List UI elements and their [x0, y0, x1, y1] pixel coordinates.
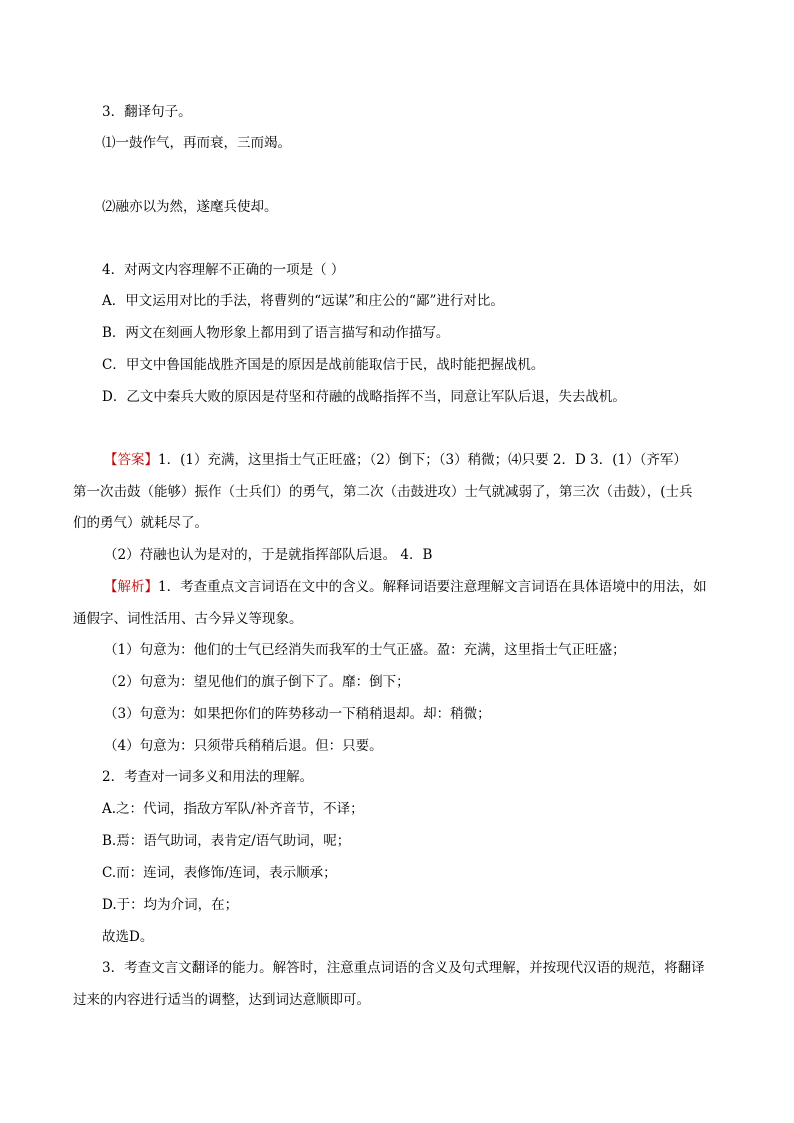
analysis-item-2: （2）句意为：望见他们的旗子倒下了。靡：倒下；	[104, 674, 410, 690]
analysis-q2-title: 2．考查对一词多义和用法的理解。	[102, 769, 314, 785]
analysis-q2-option-d: D.于：均为介词，在；	[102, 897, 239, 913]
analysis-q2-option-b: B.焉：语气助词，表肯定/语气助词，呢；	[102, 833, 351, 849]
question-4-option-d: D．乙文中秦兵大败的原因是苻坚和苻融的战略指挥不当，同意让军队后退，失去战机。	[102, 389, 626, 405]
analysis-q2-option-a: A.之：代词，指敌方军队/补齐音节，不译；	[102, 801, 364, 817]
question-3-title: 3．翻译句子。	[102, 104, 192, 120]
question-3-sentence-1: ⑴一鼓作气，再而衰，三而竭。	[102, 135, 291, 151]
question-4-option-b: B．两文在刻画人物形象上都用到了语言描写和动作描写。	[102, 325, 450, 341]
answer-line-2: 第一次击鼓（能够）振作（士兵们）的勇气，第二次（击鼓进攻）士气就减弱了，第三次（击鼓），(士兵	[73, 484, 693, 500]
analysis-line-1	[104, 578, 707, 596]
analysis-q2-conclusion: 故选D。	[102, 929, 154, 945]
analysis-text-1: 1．考查重点文言词语在文中的含义。解释词语要注意理解文言词语在具体语境中的用法，如	[158, 579, 707, 595]
question-4-title: 4．对两文内容理解不正确的一项是（ ）	[102, 262, 345, 278]
question-3-sentence-2: ⑵融亦以为然，遂麾兵使却。	[102, 199, 278, 215]
analysis-tag: 【解析】	[104, 579, 158, 595]
question-4-option-a: A．甲文运用对比的手法，将曹刿的“远谋”和庄公的“鄙”进行对比。	[102, 293, 504, 309]
answer-text-1: 1．(1）充满，这里指士气正旺盛；（2）倒下；（3）稍微；⑷只要 2．D 3．(1）（齐军）	[158, 452, 687, 468]
analysis-line-2: 通假字、词性活用、古今异义等现象。	[73, 611, 303, 627]
analysis-q3-line-2: 过来的内容进行适当的调整，达到词达意顺即可。	[73, 992, 370, 1008]
analysis-item-4: （4）句意为：只须带兵稍稍后退。但：只要。	[104, 738, 383, 754]
analysis-item-1: （1）句意为：他们的士气已经消失而我军的士气正盛。盈：充满，这里指士气正旺盛；	[104, 642, 626, 658]
analysis-q3-line-1: 3．考查文言文翻译的能力。解答时，注意重点词语的含义及句式理解，并按现代汉语的规范，将翻译	[102, 960, 705, 976]
answer-line-1	[104, 451, 687, 469]
answer-tag: 【答案】	[104, 452, 158, 468]
question-4-option-c: C．甲文中鲁国能战胜齐国是的原因是战前能取信于民，战时能把握战机。	[102, 357, 545, 373]
answer-line-3: 们的勇气）就耗尽了。	[73, 515, 208, 531]
analysis-q2-option-c: C.而：连词，表修饰/连词，表示顺承；	[102, 865, 337, 881]
answer-line-4: （2）苻融也认为是对的，于是就指挥部队后退。 4．B	[104, 547, 433, 563]
analysis-item-3: （3）句意为：如果把你们的阵势移动一下稍稍退却。却：稍微；	[104, 706, 491, 722]
